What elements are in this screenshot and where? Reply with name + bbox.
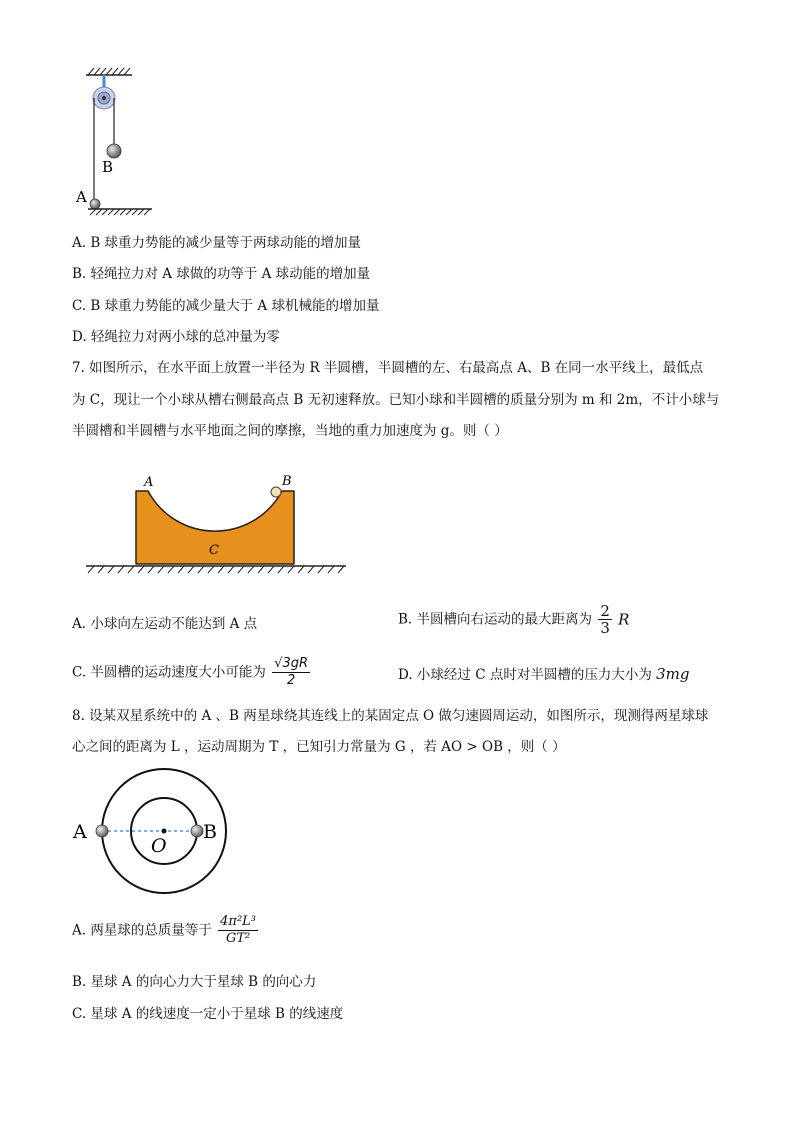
q7-stem-line2: 为 C，现让一个小球从槽右侧最高点 B 无初速释放。已知小球和半圆槽的质量分别为 m 和 2m，不计小球与 [72, 392, 720, 408]
q7-label-c: C [209, 543, 219, 558]
q8-stem-line1: 8. 设某双星系统中的 A 、B 两星球绕其连线上的某固定点 O 做匀速圆周运动，如图所示，现测得两星球球 [72, 708, 709, 724]
q7-option-d-text: D. 小球经过 C 点时对半圆槽的压力大小为 [398, 667, 652, 683]
q8-label-a: A [73, 821, 87, 843]
q7-option-b-num: 2 [600, 602, 610, 620]
q8-option-a [72, 914, 260, 947]
q7-option-c-text: C. 半圆槽的运动速度大小可能为 [72, 664, 266, 681]
q7-option-c-den: 2 [287, 673, 296, 688]
q7-groove-figure [80, 470, 350, 578]
q7-label-b: B [282, 474, 292, 489]
q7-option-c [72, 656, 312, 689]
q7-option-c-num: √3gR [274, 656, 309, 671]
q8-option-a-text: A. 两星球的总质量等于 [72, 922, 212, 939]
q7-option-b-var: R [618, 610, 630, 629]
q7-option-d-value: 3mg [656, 665, 690, 683]
q8-option-a-fraction [218, 914, 258, 947]
q6-label-b: B [102, 158, 114, 176]
q7-option-b-fraction [598, 603, 612, 636]
q8-option-c: C. 星球 A 的线速度一定小于星球 B 的线速度 [72, 1006, 344, 1022]
q7-option-a: A. 小球向左运动不能达到 A 点 [72, 616, 258, 632]
q7-stem-line1: 7. 如图所示，在水平面上放置一半径为 R 半圆槽，半圆槽的左、右最高点 A、B 在同一水平线上，最低点 [72, 360, 704, 376]
q7-option-b-text: B. 半圆槽向右运动的最大距离为 [398, 611, 593, 628]
q8-option-a-den: GT² [225, 931, 251, 946]
q6-option-c: C. B 球重力势能的减少量大于 A 球机械能的增加量 [72, 298, 380, 314]
q8-label-b: B [203, 821, 217, 843]
q6-option-d: D. 轻绳拉力对两小球的总冲量为零 [72, 329, 280, 345]
q7-stem-line3: 半圆槽和半圆槽与水平地面之间的摩擦，当地的重力加速度为 g。则（ ） [72, 423, 508, 439]
q6-pulley-figure [70, 64, 170, 220]
q6-option-a: A. B 球重力势能的减少量等于两球动能的增加量 [72, 235, 362, 251]
q8-option-a-num: 4π²L³ [220, 914, 257, 929]
q7-option-b-den: 3 [600, 619, 610, 637]
q8-stem-line2: 心之间的距离为 L ，运动周期为 T ，已知引力常量为 G ，若 AO > OB ，则（ ） [72, 739, 566, 755]
q7-option-c-fraction [272, 656, 310, 689]
q6-label-a: A [76, 188, 87, 206]
q8-binary-star-figure [70, 768, 250, 898]
q7-label-a: A [144, 475, 154, 490]
q7-option-b [398, 603, 629, 636]
q8-label-o: O [151, 835, 167, 857]
q8-option-b: B. 星球 A 的向心力大于星球 B 的向心力 [72, 974, 317, 990]
q7-option-d [398, 664, 690, 685]
q6-option-b: B. 轻绳拉力对 A 球做的功等于 A 球动能的增加量 [72, 266, 371, 282]
